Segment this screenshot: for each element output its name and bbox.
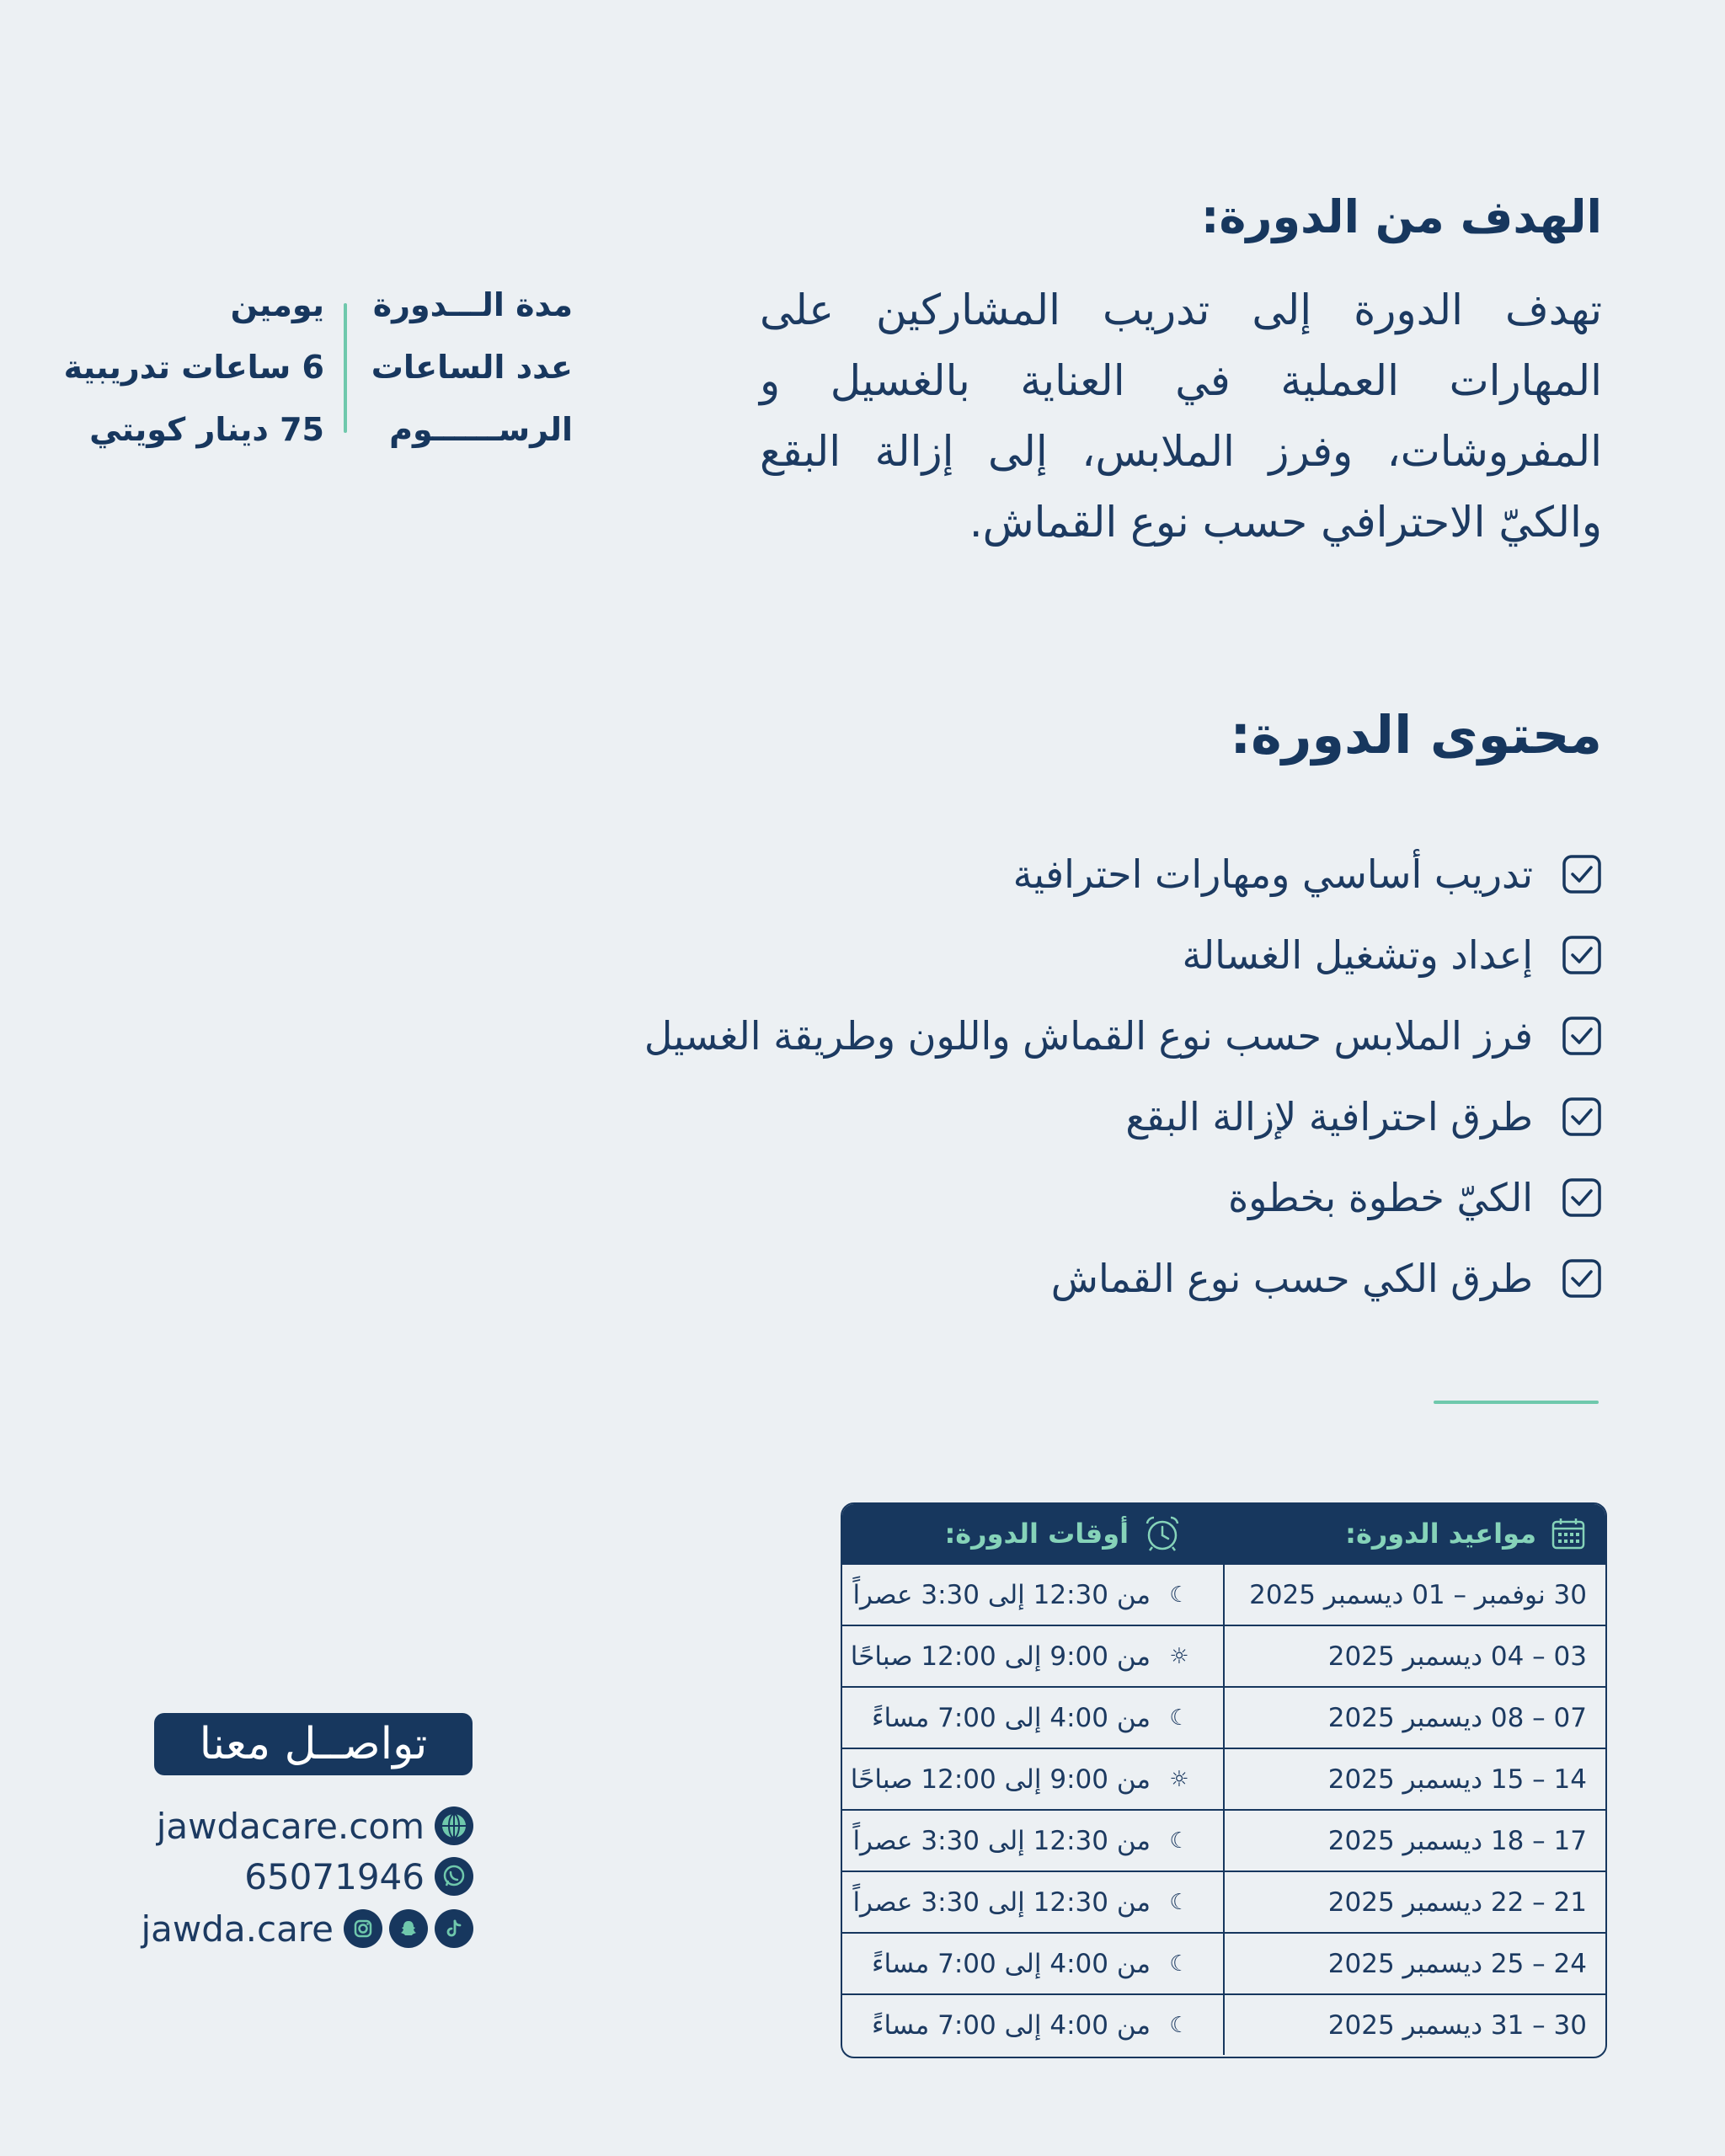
- list-item: [254, 915, 1602, 995]
- info-value: 6 ساعات تدريبية: [63, 349, 324, 386]
- social-handle[interactable]: jawda.care: [141, 1908, 334, 1950]
- content-title: محتوى الدورة:: [1230, 704, 1602, 766]
- contact-title: تواصــل معنا: [154, 1713, 473, 1775]
- date-cell: 30 – 31 ديسمبر 2025: [1327, 2009, 1587, 2041]
- time-cell: [842, 1626, 1225, 1686]
- table-row: [842, 1686, 1605, 1748]
- date-cell: 30 نوفمبر – 01 ديسمبر 2025: [1249, 1579, 1587, 1610]
- table-row: [842, 1625, 1605, 1686]
- moon-icon: ☾: [1169, 2012, 1189, 2038]
- table-row: [842, 1870, 1605, 1932]
- whatsapp-icon: [435, 1857, 473, 1896]
- list-item-text: فرز الملابس حسب نوع القماش واللون وطريقة الغسيل: [644, 1013, 1533, 1059]
- moon-icon: ☾: [1169, 1582, 1189, 1608]
- schedule-table: [841, 1502, 1607, 2058]
- list-item: [254, 1157, 1602, 1238]
- moon-icon: ☾: [1169, 1828, 1189, 1854]
- checkbox-icon: [1562, 935, 1602, 975]
- table-row: [842, 1993, 1605, 2055]
- info-label: الرســــــوم: [389, 411, 573, 448]
- schedule-header: [842, 1504, 1605, 1563]
- goal-text: تهدف الدورة إلى تدريب المشاركين على المهارات العملية في العناية بالغسيل و المفروشات، وفرز الملابس، إلى إزالة البقع والكيّ الاحترافي حسب نوع القماش.: [760, 286, 1602, 547]
- moon-icon: ☾: [1169, 1705, 1189, 1731]
- date-cell: 07 – 08 ديسمبر 2025: [1327, 1702, 1587, 1733]
- snapchat-icon[interactable]: [389, 1909, 428, 1948]
- moon-icon: ☾: [1169, 1951, 1189, 1977]
- date-cell: 24 – 25 ديسمبر 2025: [1327, 1948, 1587, 1979]
- times-header-label: أوقات الدورة:: [944, 1518, 1130, 1550]
- list-item: [254, 1238, 1602, 1319]
- sun-icon: ☼: [1169, 1643, 1189, 1669]
- time-cell: [842, 1995, 1225, 2055]
- info-value: 75 دينار كويتي: [89, 411, 324, 448]
- calendar-icon: [1551, 1518, 1585, 1550]
- info-label: مدة الـــدورة: [372, 286, 573, 323]
- list-item-text: إعداد وتشغيل الغسالة: [1182, 932, 1533, 978]
- info-row-hours: [63, 349, 573, 411]
- website-link[interactable]: jawdacare.com: [156, 1805, 425, 1847]
- time-cell: [842, 1565, 1225, 1625]
- date-cell: 14 – 15 ديسمبر 2025: [1327, 1764, 1587, 1795]
- time-text: من 12:30 إلى 3:30 عصراً: [852, 1579, 1151, 1610]
- info-label: عدد الساعات: [371, 349, 573, 386]
- alarm-clock-icon: [1144, 1515, 1181, 1552]
- list-item-text: طرق الكي حسب نوع القماش: [1050, 1256, 1533, 1301]
- time-cell: [842, 1749, 1225, 1809]
- tiktok-icon[interactable]: [435, 1909, 473, 1948]
- list-item-text: تدريب أساسي ومهارات احترافية: [1012, 851, 1533, 897]
- section-divider: [1434, 1401, 1599, 1404]
- checkbox-icon: [1562, 854, 1602, 894]
- time-cell: [842, 1688, 1225, 1748]
- time-cell: [842, 1934, 1225, 1993]
- globe-icon: [435, 1806, 473, 1845]
- phone-line[interactable]: [126, 1853, 473, 1900]
- list-item: [254, 834, 1602, 915]
- dates-header: [1225, 1504, 1605, 1563]
- content-list: [254, 834, 1602, 1319]
- time-text: من 9:00 إلى 12:00 صباحًا: [850, 1764, 1151, 1795]
- goal-title: الهدف من الدورة:: [1200, 190, 1602, 243]
- times-header: [842, 1504, 1225, 1563]
- info-row-duration: [76, 286, 573, 349]
- list-item: [254, 995, 1602, 1076]
- moon-icon: ☾: [1169, 1889, 1189, 1915]
- date-cell: 03 – 04 ديسمبر 2025: [1327, 1641, 1587, 1672]
- time-text: من 4:00 إلى 7:00 مساءً: [871, 1702, 1151, 1733]
- checkbox-icon: [1562, 1097, 1602, 1137]
- social-line[interactable]: [126, 1905, 473, 1952]
- checkbox-icon: [1562, 1258, 1602, 1299]
- list-item-text: الكيّ خطوة بخطوة: [1228, 1175, 1533, 1220]
- sun-icon: ☼: [1169, 1766, 1189, 1792]
- instagram-icon[interactable]: [344, 1909, 382, 1948]
- list-item-text: طرق احترافية لإزالة البقع: [1125, 1094, 1533, 1139]
- table-row: [842, 1932, 1605, 1993]
- info-row-fees: [76, 411, 573, 473]
- table-row: [842, 1809, 1605, 1870]
- list-item: [254, 1076, 1602, 1157]
- time-cell: [842, 1872, 1225, 1932]
- time-text: من 4:00 إلى 7:00 مساءً: [871, 2009, 1151, 2041]
- table-row: [842, 1748, 1605, 1809]
- date-cell: 17 – 18 ديسمبر 2025: [1327, 1825, 1587, 1856]
- time-text: من 4:00 إلى 7:00 مساءً: [871, 1948, 1151, 1979]
- info-value: يومين: [230, 286, 324, 323]
- phone-number[interactable]: 65071946: [244, 1855, 425, 1897]
- time-text: من 9:00 إلى 12:00 صباحًا: [850, 1641, 1151, 1672]
- time-cell: [842, 1811, 1225, 1870]
- website-line[interactable]: [126, 1802, 473, 1849]
- checkbox-icon: [1562, 1016, 1602, 1056]
- date-cell: 21 – 22 ديسمبر 2025: [1327, 1886, 1587, 1918]
- course-info: [63, 286, 573, 455]
- time-text: من 12:30 إلى 3:30 عصراً: [852, 1886, 1151, 1918]
- dates-header-label: مواعيد الدورة:: [1345, 1518, 1536, 1550]
- checkbox-icon: [1562, 1177, 1602, 1218]
- table-row: [842, 1563, 1605, 1625]
- time-text: من 12:30 إلى 3:30 عصراً: [852, 1825, 1151, 1856]
